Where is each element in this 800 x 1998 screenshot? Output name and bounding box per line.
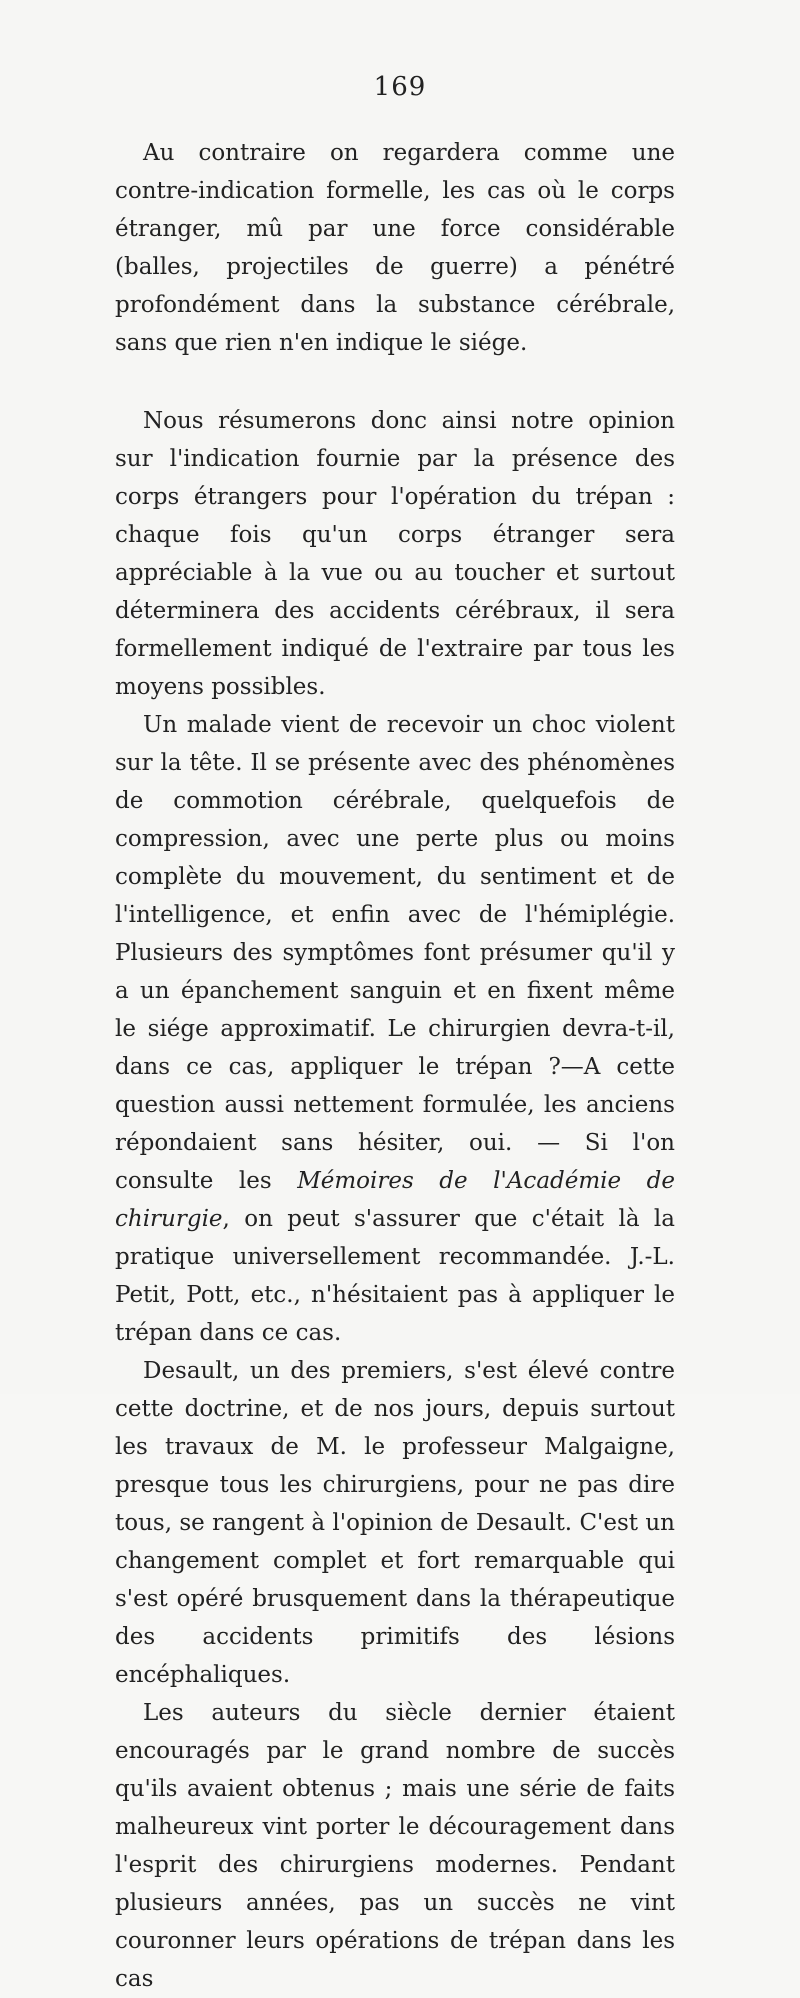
citation-title: Mémoires de l'Académie de chirurgie — [115, 1168, 675, 1232]
paragraph-text: Les auteurs du siècle dernier étaient encouragés par le grand nombre de succès qu'ils avaient obtenus ; mais une série de faits malheureux vint porter le découragement dans l'esprit des chirurgiens modernes. Pendant plusieurs années, pas un succès ne vint couronner leurs opérations de trépan dans les cas — [115, 1700, 675, 1992]
paragraph-malade — [115, 706, 675, 1352]
paragraph-text: Un malade vient de recevoir un choc violent sur la tête. Il se présente avec des phénomènes de commotion cérébrale, quelquefois de compression, avec une perte plus ou moins complète du mouvement, du sentiment et de l'intelligence, et enfin avec de l'hémiplégie. Plusieurs des symptômes font présumer qu'il y a un épanchement sanguin et en fixent même le siége approximatif. Le chirurgien devra-t-il, dans ce cas, appliquer le trépan ?—A cette question aussi nettement formulée, les anciens répondaient sans hésiter, oui. — Si l'on consulte les — [115, 712, 675, 1194]
paragraph-text: Desault, un des premiers, s'est élevé contre cette doctrine, et de nos jours, depuis surtout les travaux de M. le professeur Malgaigne, presque tous les chirurgiens, pour ne pas dire tous, se rangent à l'opinion de Desault. C'est un changement complet et fort remarquable qui s'est opéré brusquement dans la thérapeutique des accidents primitifs des lésions encéphaliques. — [115, 1358, 675, 1688]
paragraph-contre-indication — [115, 134, 675, 362]
page-number: 169 — [373, 72, 427, 102]
paragraph-auteurs — [115, 1694, 675, 1998]
paragraph-desault — [115, 1352, 675, 1694]
paragraph-text: Nous résumerons donc ainsi notre opinion sur l'indication fournie par la présence des corps étrangers pour l'opération du trépan : chaque fois qu'un corps étranger sera appréciable à la vue ou au toucher et surtout déterminera des accidents cérébraux, il sera formellement indiqué de l'extraire par tous les moyens possibles. — [115, 408, 675, 700]
paragraph-text: , on peut s'assurer que c'était là la pratique universellement recommandée. J.-L. Petit, Pott, etc., n'hésitaient pas à appliquer le trépan dans ce cas. — [115, 1206, 675, 1346]
paragraph-resume — [115, 402, 675, 706]
paragraph-text: Au contraire on regardera comme une contre-indication formelle, les cas où le corps étranger, mû par une force considérable (balles, projectiles de guerre) a pénétré profondément dans la substance cérébrale, sans que rien n'en indique le siége. — [115, 140, 675, 356]
body-text — [115, 134, 675, 1998]
